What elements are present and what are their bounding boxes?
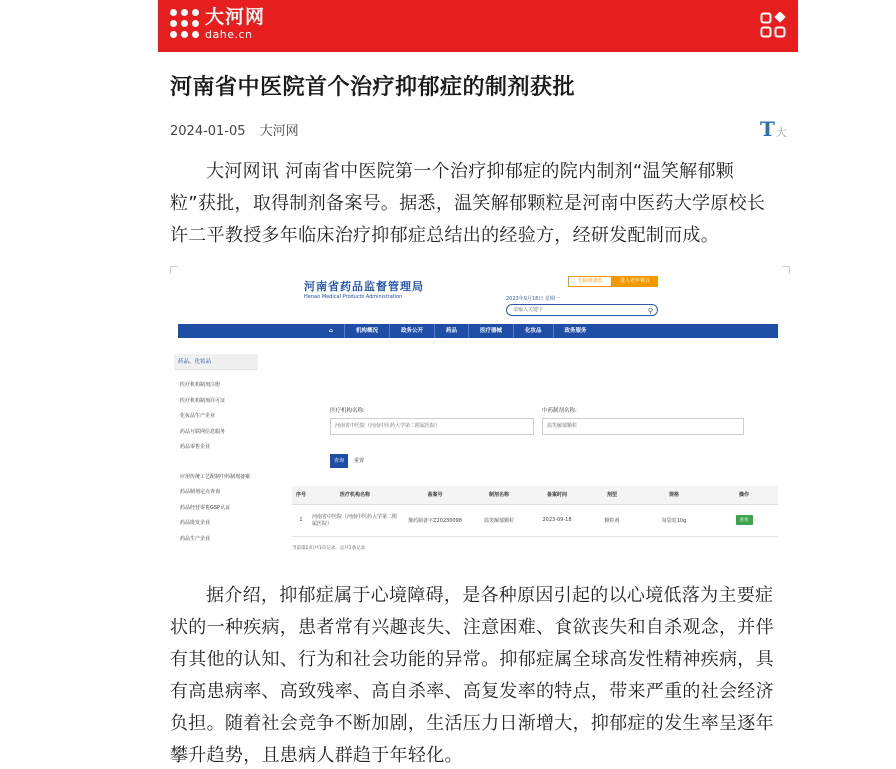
table-header: 备案时间 [528, 486, 586, 504]
table-cell: 1 [292, 504, 310, 536]
fda-sidebar-title: 药品、化妆品 [174, 354, 258, 370]
site-header [158, 0, 798, 52]
fda-field2-label: 中药制剂名称: [542, 408, 577, 414]
table-cell: 河南省中医院（河南中医药大学第二附属医院） [310, 504, 400, 536]
table-cell: 颗粒剂 [586, 504, 638, 536]
fda-sidebar-item: 药品生产企业 [180, 535, 211, 542]
table-cell: 温笑解郁颗粒 [470, 504, 528, 536]
fda-nav-item: 政务公开 [390, 324, 435, 338]
table-header: 序号 [292, 486, 310, 504]
article-date: 2024-01-05 [170, 124, 246, 139]
fda-sidebar-item: 药品制剂定点查询 [180, 489, 221, 495]
elder-mode-button: 进入老年模式 [612, 276, 658, 287]
fda-nav-item: 机构概况 [345, 324, 390, 338]
article-source[interactable]: 大河网 [259, 124, 299, 139]
fda-nav-item: 政务服务 [564, 328, 587, 334]
table-header-row [292, 486, 778, 504]
image-corner [170, 266, 178, 274]
table-header: 制剂名称 [470, 486, 528, 504]
fda-result-table [292, 486, 778, 537]
fda-nav [178, 324, 778, 338]
fda-logo-en: Henan Medical Products Administration [304, 294, 403, 300]
site-logo[interactable] [170, 8, 265, 40]
fda-logo-cn: 河南省药品监督管理局 [304, 280, 424, 293]
fda-field1-label: 医疗机构名称: [330, 408, 365, 414]
font-size-label: 大 [775, 126, 787, 139]
view-button: 查看 [736, 515, 753, 525]
table-cell: 豫药制备字Z20230098 [400, 504, 470, 536]
table-header: 备案号 [400, 486, 470, 504]
fda-sidebar-item: 化妆品生产企业 [180, 413, 216, 419]
grid-menu-icon[interactable] [760, 12, 786, 38]
fda-date: 2023年9月18日 星期一 [506, 296, 560, 302]
article-meta [170, 120, 299, 139]
fda-nav-item: 化妆品 [514, 324, 554, 338]
article-paragraph-2: 据介绍，抑郁症属于心境障碍，是各种原因引起的以心境低落为主要症状的一种疾病，患者常有兴趣丧失、注意困难、食欲丧失和自杀观念，并伴有其他的认知、行为和社会功能的异常。抑郁症属全球高发性精神疾病，具有高患病率、高致残率、高自杀率、高复发率的特点，带来严重的社会经济负担。随着社会竞争不断加剧，生活压力日渐增大，抑郁症的发生率呈逐年攀升趋势，且患病人群趋于年轻化。 [170, 585, 774, 766]
font-size-icon: T [760, 117, 775, 141]
table-header: 操作 [710, 486, 778, 504]
fda-sidebar-item: 应用传统工艺配制中药制剂备案 [180, 473, 251, 480]
fda-table-footer: 当前第1页/共1页记录，总共1条记录 [292, 546, 366, 551]
fda-query-button: 查询 [330, 454, 348, 468]
dahe-logo-icon [170, 9, 200, 39]
fda-search-placeholder: 请输入关键字 [513, 307, 544, 313]
table-cell: 2023-09-18 [528, 504, 586, 536]
fda-field1-input: 河南省中医院（河南中医药大学第二附属医院） [330, 418, 534, 435]
fda-nav-item: 医疗器械 [469, 324, 514, 338]
fda-sidebar [174, 354, 258, 547]
fda-reset-button: 重置 [353, 458, 364, 464]
accessibility-button: 无障碍浏览 [568, 276, 612, 287]
font-size-toggle[interactable] [760, 117, 787, 141]
table-cell [710, 504, 778, 536]
article-title: 河南省中医院首个治疗抑郁症的制剂获批 [170, 75, 576, 100]
fda-sidebar-item: 药品经营零售GSP认证 [180, 504, 231, 511]
table-header: 剂型 [586, 486, 638, 504]
logo-text-en: dahe.cn [205, 28, 253, 41]
fda-nav-item: 药品 [435, 324, 469, 338]
home-icon: ⌂ [318, 324, 345, 338]
fda-sidebar-item: 医疗机构制剂许可证 [180, 397, 226, 404]
table-header: 规格 [638, 486, 710, 504]
search-icon: ⚲ [647, 307, 653, 315]
fda-search-box [506, 304, 658, 316]
fda-field2-input: 温笑解郁颗粒 [542, 418, 744, 435]
image-corner [782, 266, 790, 274]
logo-text-cn: 大河网 [205, 6, 266, 28]
table-row [292, 504, 778, 536]
fda-logo [304, 278, 424, 300]
fda-sidebar-item: 药品批发企业 [180, 520, 211, 526]
fda-sidebar-item: 药品互联网信息服务 [180, 428, 226, 435]
fda-sidebar-item: 医疗机构制剂注册 [180, 382, 221, 388]
fda-sidebar-item: 药品零售企业 [180, 444, 211, 450]
article-paragraph-1: 大河网讯 河南省中医院第一个治疗抑郁症的院内制剂“温笑解郁颗粒”获批，取得制剂备案号。据悉，温笑解郁颗粒是河南中医药大学原校长许二平教授多年临床治疗抑郁症总结出的经验方，经研发配制而成。 [170, 161, 766, 246]
article-image [170, 266, 790, 562]
table-header: 医疗机构名称 [310, 486, 400, 504]
table-cell: 每袋装10g [638, 504, 710, 536]
